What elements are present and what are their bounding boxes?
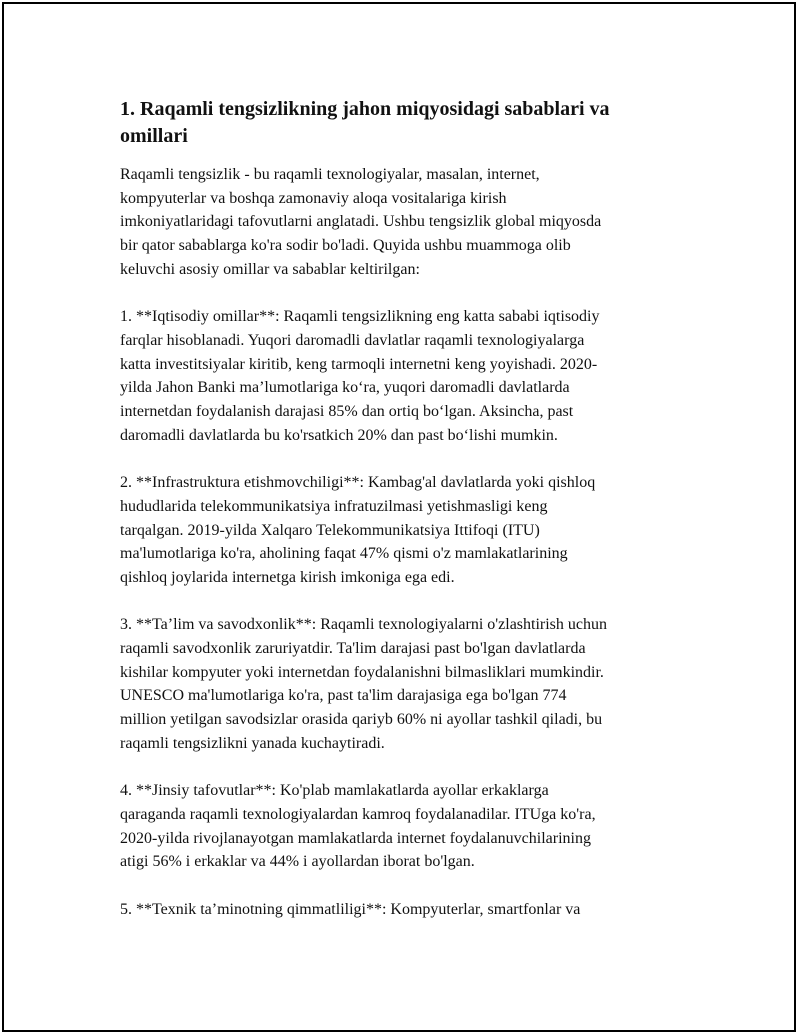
text-line: 5. **Texnik ta’minotning qimmatliligi**: Kompyuterlar, smartfonlar va — [120, 900, 581, 918]
text-line: 4. **Jinsiy tafovutlar**: Ko'plab mamlakatlarda ayollar erkaklarga — [120, 782, 549, 800]
text-line: 2020-yilda rivojlanayotgan mamlakatlarda internet foydalanuvchilarining — [120, 829, 591, 847]
text-line: million yetilgan savodsizlar orasida qariyb 60% ni ayollar tashkil qiladi, bu — [120, 711, 603, 729]
paragraph-equipment-cost — [120, 898, 672, 922]
paragraph-intro — [120, 163, 672, 282]
text-line: daromadli davlatlarda bu ko'rsatkich 20% dan past bo‘lishi mumkin. — [120, 426, 558, 444]
text-line: yilda Jahon Banki ma’lumotlariga ko‘ra, yuqori daromadli davlatlarda — [120, 379, 570, 397]
text-line: qishloq joylarida internetga kirish imkoniga ega edi. — [120, 568, 455, 586]
paragraph-infrastructure — [120, 471, 672, 590]
text-line: 1. **Iqtisodiy omillar**: Raqamli tengsizlikning eng katta sababi iqtisodiy — [120, 308, 600, 326]
text-line: internetdan foydalanish darajasi 85% dan ortiq bo‘lgan. Aksincha, past — [120, 403, 574, 421]
paragraph-economic-factors — [120, 305, 672, 447]
text-line: imkoniyatlaridagi tafovutlarni anglatadi. Ushbu tengsizlik global miqyosda — [120, 213, 602, 231]
text-line: kompyuterlar va boshqa zamonaviy aloqa vositalariga kirish — [120, 189, 507, 207]
text-line: keluvchi asosiy omillar va sabablar keltirilgan: — [120, 260, 420, 278]
text-line: ma'lumotlariga ko'ra, aholining faqat 47% qismi o'z mamlakatlarining — [120, 545, 568, 563]
document-body — [120, 96, 672, 945]
text-line: kishilar kompyuter yoki internetdan foydalanishni bilmasliklari mumkindir. — [120, 663, 604, 681]
text-line: bir qator sabablarga ko'ra sodir bo'ladi. Quyida ushbu muammoga olib — [120, 237, 571, 255]
text-line: qaraganda raqamli texnologiyalardan kamroq foydalanadilar. ITUga ko'ra, — [120, 805, 596, 823]
text-line: farqlar hisoblanadi. Yuqori daromadli davlatlar raqamli texnologiyalarga — [120, 331, 585, 349]
text-line: atigi 56% i erkaklar va 44% i ayollardan iborat bo'lgan. — [120, 853, 475, 871]
text-line: UNESCO ma'lumotlariga ko'ra, past ta'lim darajasiga ega bo'lgan 774 — [120, 687, 567, 705]
document-page — [2, 2, 796, 1032]
paragraph-gender-gap — [120, 779, 672, 874]
text-line: hududlarida telekommunikatsiya infratuzilmasi yetishmasligi keng — [120, 497, 548, 515]
text-line: 2. **Infrastruktura etishmovchiligi**: Kambag'al davlatlarda yoki qishloq — [120, 474, 596, 492]
text-line: katta investitsiyalar kiritib, keng tarmoqli internetni keng yoyishadi. 2020- — [120, 355, 598, 373]
text-line: 3. **Ta’lim va savodxonlik**: Raqamli texnologiyalarni o'zlashtirish uchun — [120, 616, 608, 634]
paragraph-education — [120, 613, 672, 755]
text-line: raqamli tengsizlikni yanada kuchaytiradi. — [120, 734, 385, 752]
text-line: Raqamli tengsizlik - bu raqamli texnologiyalar, masalan, internet, — [120, 166, 540, 183]
document-title — [120, 96, 672, 150]
text-line: tarqalgan. 2019-yilda Xalqaro Telekommunikatsiya Ittifoqi (ITU) — [120, 521, 540, 539]
title-line: 1. Raqamli tengsizlikning jahon miqyosidagi sabablari va — [120, 98, 610, 120]
title-line: omillari — [120, 125, 188, 147]
text-line: raqamli savodxonlik zaruriyatdir. Ta'lim darajasi past bo'lgan davlatlarda — [120, 640, 586, 658]
